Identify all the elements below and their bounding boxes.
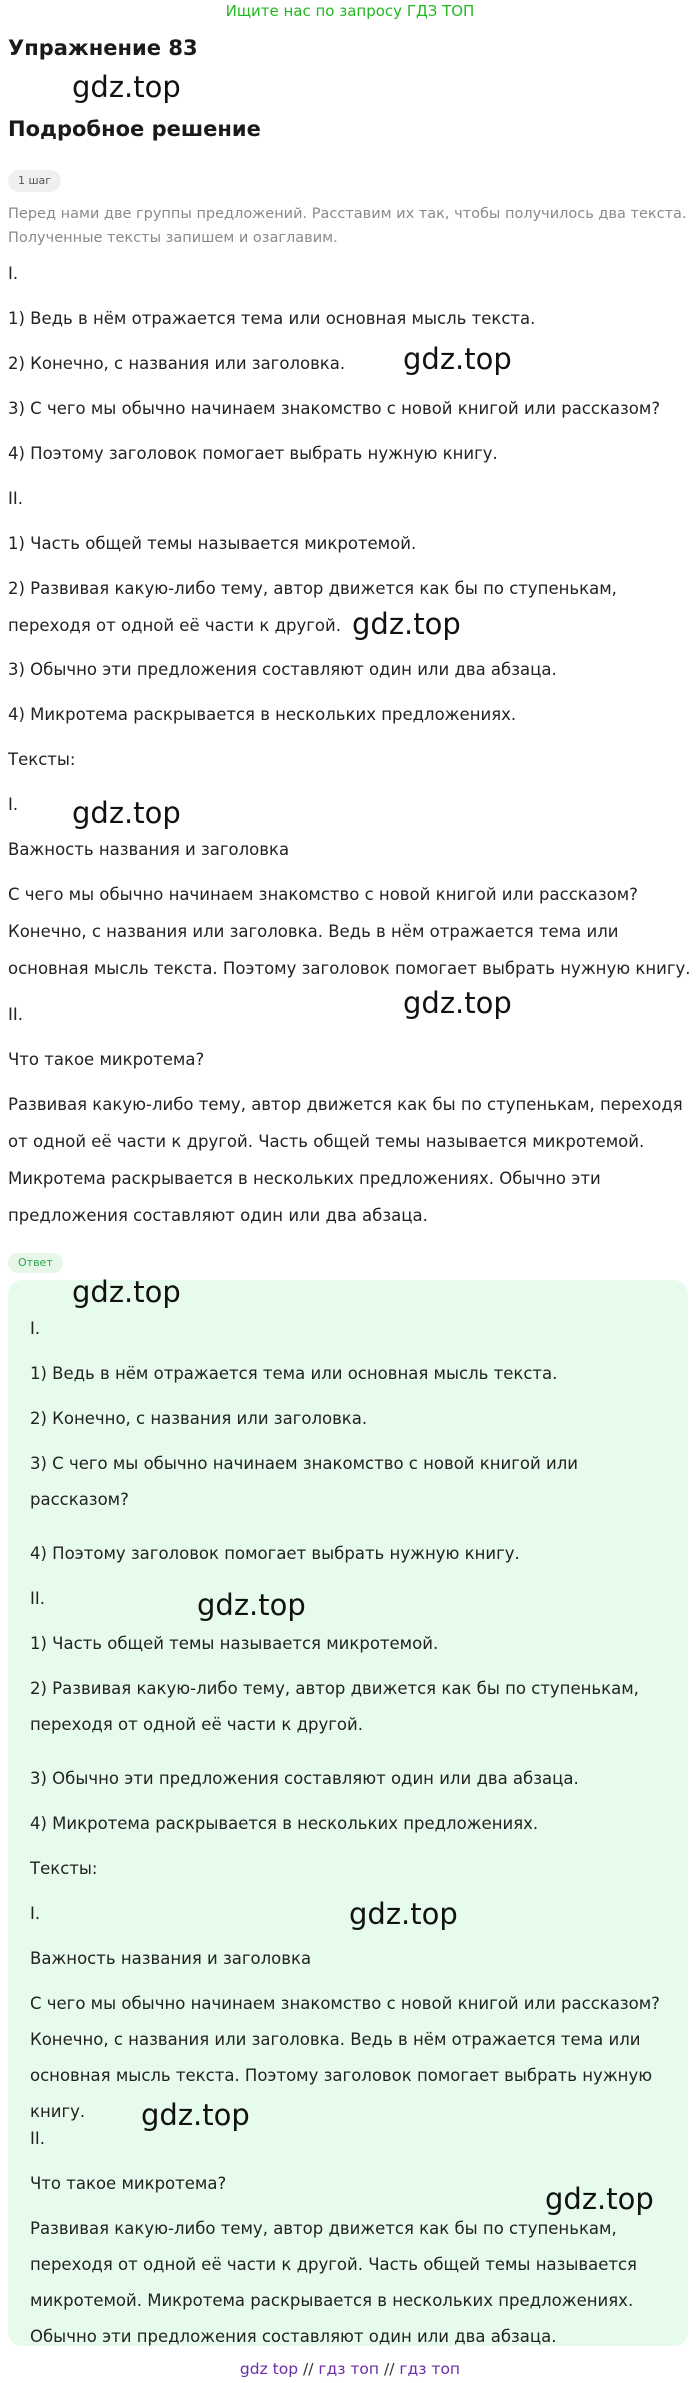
answer-text2-body: Развивая какую-либо тему, автор движется как бы по ступенькам, переходя от одной её части к другой. Часть общей темы называется микротемой. Микротема раскрывается в нескольких предложениях. Обычно эти предложения составляют один или два абзаца.: [30, 2219, 637, 2346]
answer-group1-line: 4) Поэтому заголовок помогает выбрать нужную книгу.: [30, 1544, 520, 1563]
footer-links: [0, 2356, 700, 2382]
top-banner: Ищите нас по запросу ГДЗ ТОП: [225, 2, 475, 20]
answer-texts-label: Тексты:: [30, 1859, 98, 1878]
answer-group1-line: 3) С чего мы обычно начинаем знакомство с новой книгой или рассказом?: [30, 1454, 578, 1509]
answer-group2-line: 3) Обычно эти предложения составляют один или два абзаца.: [30, 1769, 579, 1788]
group2-numeral: II.: [8, 489, 23, 508]
group2-line: 4) Микротема раскрывается в нескольких предложениях.: [8, 705, 517, 724]
answer-badge: Ответ: [8, 1253, 63, 1273]
text1-body: С чего мы обычно начинаем знакомство с новой книгой или рассказом? Конечно, с названия или заголовка. Ведь в нём отражается тема или основная мысль текста. Поэтому заголовок помогает выбрать нужную книгу.: [8, 885, 691, 978]
watermark: gdz.top: [403, 342, 512, 376]
group1-line: 4) Поэтому заголовок помогает выбрать нужную книгу.: [8, 444, 498, 463]
group1-line: 2) Конечно, с названия или заголовка.: [8, 354, 346, 373]
answer-group2-line: 1) Часть общей темы называется микротемой.: [30, 1634, 439, 1653]
answer-group1-line: 1) Ведь в нём отражается тема или основная мысль текста.: [30, 1364, 558, 1383]
footer-link[interactable]: гдз топ: [318, 2360, 380, 2378]
group1-numeral: I.: [8, 264, 19, 283]
solution-title: Подробное решение: [8, 117, 261, 141]
answer-text1-body: С чего мы обычно начинаем знакомство с новой книгой или рассказом? Конечно, с названия или заголовка. Ведь в нём отражается тема или основная мысль текста. Поэтому заголовок помогает выбрать нужную книгу.: [30, 1994, 660, 2121]
watermark: gdz.top: [352, 607, 461, 641]
footer-separator: //: [384, 2360, 395, 2378]
answer-group2-line: 4) Микротема раскрывается в нескольких предложениях.: [30, 1814, 539, 1833]
texts-label: Тексты:: [8, 750, 76, 769]
intro-text: Перед нами две группы предложений. Расставим их так, чтобы получилось два текста. Полученные тексты запишем и озаглавим.: [8, 206, 687, 246]
text2-body: Развивая какую-либо тему, автор движется как бы по ступенькам, переходя от одной её части к другой. Часть общей темы называется микротемой. Микротема раскрывается в нескольких предложениях. Обычно эти предложения составляют один или два абзаца.: [8, 1095, 683, 1225]
answer-text2-numeral: II.: [30, 2129, 45, 2148]
answer-text1-numeral: I.: [30, 1904, 41, 1923]
watermark: gdz.top: [545, 2182, 654, 2216]
watermark: gdz.top: [72, 1275, 181, 1309]
text1-numeral: I.: [8, 795, 19, 814]
group1-line: 3) С чего мы обычно начинаем знакомство с новой книгой или рассказом?: [8, 399, 661, 418]
group2-line: 3) Обычно эти предложения составляют один или два абзаца.: [8, 660, 557, 679]
text2-title: Что такое микротема?: [8, 1050, 205, 1069]
step-badge: 1 шаг: [8, 170, 61, 192]
watermark: gdz.top: [72, 70, 181, 104]
group2-line: 2) Развивая какую-либо тему, автор движется как бы по ступенькам, переходя от одной её части к другой.: [8, 579, 617, 635]
watermark: gdz.top: [349, 1897, 458, 1931]
text2-numeral: II.: [8, 1005, 23, 1024]
answer-text1-title: Важность названия и заголовка: [30, 1949, 312, 1968]
answer-group2-line: 2) Развивая какую-либо тему, автор движется как бы по ступенькам, переходя от одной её части к другой.: [30, 1679, 639, 1734]
watermark: gdz.top: [141, 2098, 250, 2132]
watermark: gdz.top: [72, 796, 181, 830]
group2-line: 1) Часть общей темы называется микротемой.: [8, 534, 417, 553]
answer-group1-numeral: I.: [30, 1319, 41, 1338]
footer-link[interactable]: gdz top: [239, 2360, 299, 2378]
footer-link[interactable]: гдз топ: [399, 2360, 461, 2378]
watermark: gdz.top: [197, 1588, 306, 1622]
answer-group1-line: 2) Конечно, с названия или заголовка.: [30, 1409, 368, 1428]
exercise-title: Упражнение 83: [8, 36, 198, 60]
group1-line: 1) Ведь в нём отражается тема или основная мысль текста.: [8, 309, 536, 328]
text1-title: Важность названия и заголовка: [8, 840, 290, 859]
watermark: gdz.top: [403, 986, 512, 1020]
answer-text2-title: Что такое микротема?: [30, 2174, 227, 2193]
answer-group2-numeral: II.: [30, 1589, 45, 1608]
footer-separator: //: [302, 2360, 314, 2378]
